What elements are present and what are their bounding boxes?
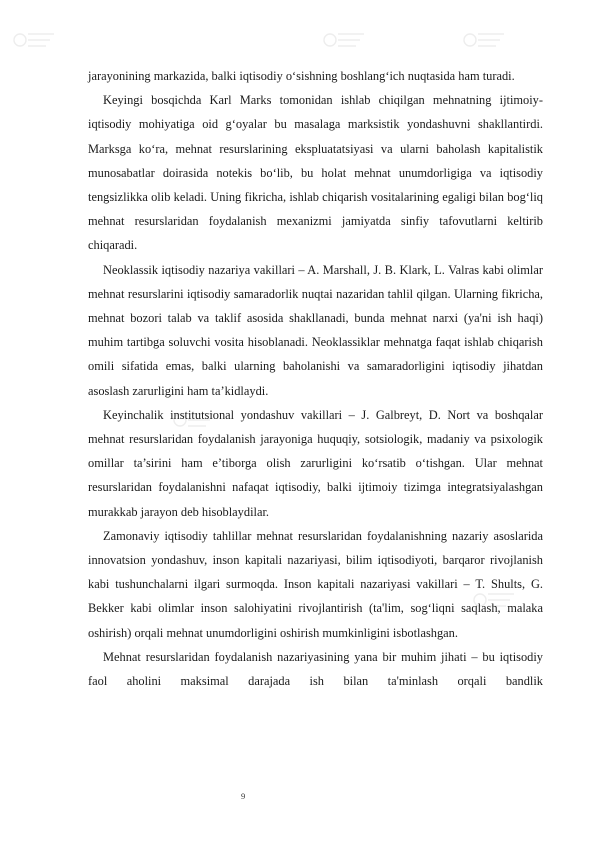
paragraph-2: Keyingi bosqichda Karl Marks tomonidan ishlab chiqilgan mehnatning ijtimoiy-iqtisodiy mohiyatiga oid g‘oyalar bu masalaga marksistik yondashuvni shakllantirdi. Marksga ko‘ra, mehnat resurslarining ekspluatatsiyasi va ularni baholash kapitalistik munosabatlar doirasida notekis bo‘lib, bu holat mehnat unumdorligiga va iqtisodiy tengsizlikka olib keladi. Uning fikricha, ishlab chiqarish vositalarining egaligi bilan bog‘liq mehnat resurslaridan foydalanish mexanizmi jamiyatda sinfiy tafovutlarni keltirib chiqaradi. (88, 93, 543, 253)
paragraph-6: Mehnat resurslaridan foydalanish nazariyasining yana bir muhim jihati – bu iqtisodiy faol aholini maksimal darajada ish bilan ta'minlash orqali bandlik (88, 649, 543, 689)
paragraph-5: Zamonaviy iqtisodiy tahlillar mehnat resurslaridan foydalanishning nazariy asoslarida innovatsion yondashuv, inson kapitali nazariyasi, bilim iqtisodiyoti, barqaror rivojlanish kabi tushunchalarni ilgari surmoqda. Inson kapitali nazariyasi vakillari – T. Shults, G. Bekker kabi olimlar inson salohiyatini rivojlantirish (ta'lim, sog‘liqni saqlash, malaka oshirish) orqali mehnat unumdorligini oshirish mumkinligini isbotlashgan. (88, 528, 543, 640)
body-text (88, 64, 543, 693)
paragraph-3: Neoklassik iqtisodiy nazariya vakillari – A. Marshall, J. B. Klark, L. Valras kabi olimlar mehnat resurslarini iqtisodiy samaradorlik nuqtai nazaridan tahlil qilgan. Ularning fikricha, mehnat bozori talab va taklif asosida shakllanadi, bunda mehnat narxi (ya'ni ish haqi) muhim tartibga soluvchi vosita hisoblanadi. Neoklassiklar mehnatga faqat ishlab chiqarish omili sifatida emas, balki ularning baholanishi va samaradorligini iqtisodiy jihatdan asoslash zarurligini ham ta’kidlaydi. (88, 262, 543, 398)
paragraph-4: Keyinchalik institutsional yondashuv vakillari – J. Galbreyt, D. Nort va boshqalar mehnat resurslaridan foydalanish jarayoniga huquqiy, sotsiologik, madaniy va psixologik omillar ta’sirini ham e’tiborga olish zarurligini ko‘rsatib o‘tishgan. Ular mehnat resurslaridan foydalanishni nafaqat iqtisodiy, balki ijtimoiy tizimga integratsiyalashgan murakkab jarayon deb hisoblaydilar. (88, 407, 543, 519)
page-number: 9 (241, 791, 246, 801)
paragraph-1: jarayonining markazida, balki iqtisodiy o‘sishning boshlang‘ich nuqtasida ham turadi. (88, 69, 515, 83)
